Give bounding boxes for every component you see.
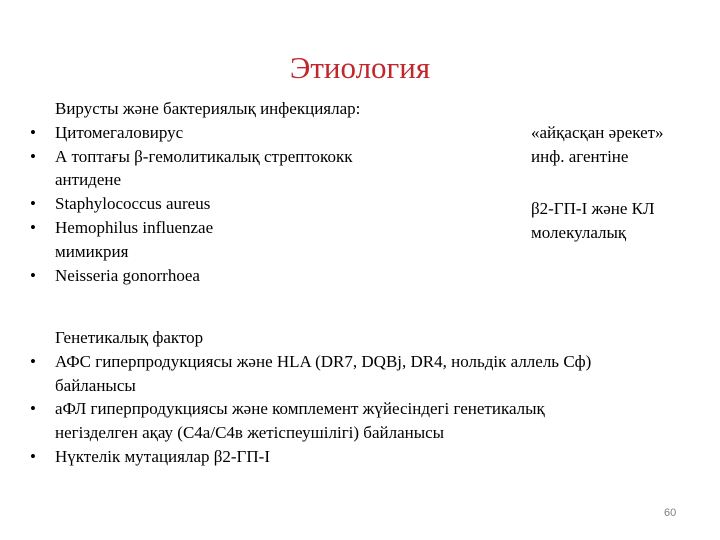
list-item-text: Hemophilus influenzae	[55, 217, 214, 237]
note-line: β2-ГП-I және КЛ	[531, 199, 655, 218]
bullet-icon: •	[30, 122, 36, 142]
list-item-continuation: байланысы	[55, 375, 136, 395]
list-item	[30, 145, 490, 193]
list-item	[30, 350, 710, 398]
bullet-icon: •	[30, 351, 36, 371]
list-item-text: аФЛ гиперпродукциясы және комплемент жүйесіндегі генетикалық	[55, 399, 545, 419]
genetic-heading: Генетикалық фактор	[55, 328, 204, 347]
list-item-text: АФС гиперпродукциясы және HLA (DR7, DQBj, DR4, нольдік аллель Сф)	[55, 351, 592, 371]
bullet-icon: •	[30, 194, 36, 214]
genetic-list	[30, 350, 710, 469]
list-item-text: А топтағы β-гемолитикалық стрептококк	[55, 146, 353, 166]
bullet-icon: •	[30, 446, 36, 466]
list-item-continuation: негізделген ақау (С4а/С4в жетіспеушілігі) байланысы	[55, 423, 445, 443]
bullet-icon: •	[30, 146, 36, 166]
list-item	[30, 121, 490, 145]
bullet-icon: •	[30, 399, 36, 419]
list-item-text: Staphylococcus aureus	[55, 194, 211, 214]
genetic-section	[30, 326, 710, 469]
list-item	[30, 264, 490, 288]
list-item	[30, 192, 490, 216]
note-line: молекулалық	[531, 222, 627, 242]
bullet-icon: •	[30, 265, 36, 285]
cross-reaction-note	[531, 121, 664, 169]
molecular-note	[531, 197, 655, 245]
page-number: 60	[664, 507, 677, 519]
note-line: инф. агентіне	[531, 146, 629, 166]
list-item-text: Neisseria gonorrhoea	[55, 265, 200, 285]
list-item-text: Нүктелік мутациялар β2-ГП-I	[55, 446, 270, 466]
slide-title: Этиология	[289, 50, 431, 85]
note-line: «айқасқан әрекет»	[531, 123, 664, 142]
list-item-continuation: мимикрия	[55, 241, 129, 261]
list-item-text: Цитомегаловирус	[55, 122, 184, 142]
list-item	[30, 216, 490, 264]
bullet-icon: •	[30, 217, 36, 237]
infections-heading: Вирусты және бактериялық инфекциялар:	[55, 99, 361, 118]
infections-list	[30, 121, 490, 288]
list-item-continuation: антидене	[55, 170, 122, 190]
infections-section	[30, 97, 490, 287]
list-item	[30, 445, 710, 469]
list-item	[30, 397, 710, 445]
